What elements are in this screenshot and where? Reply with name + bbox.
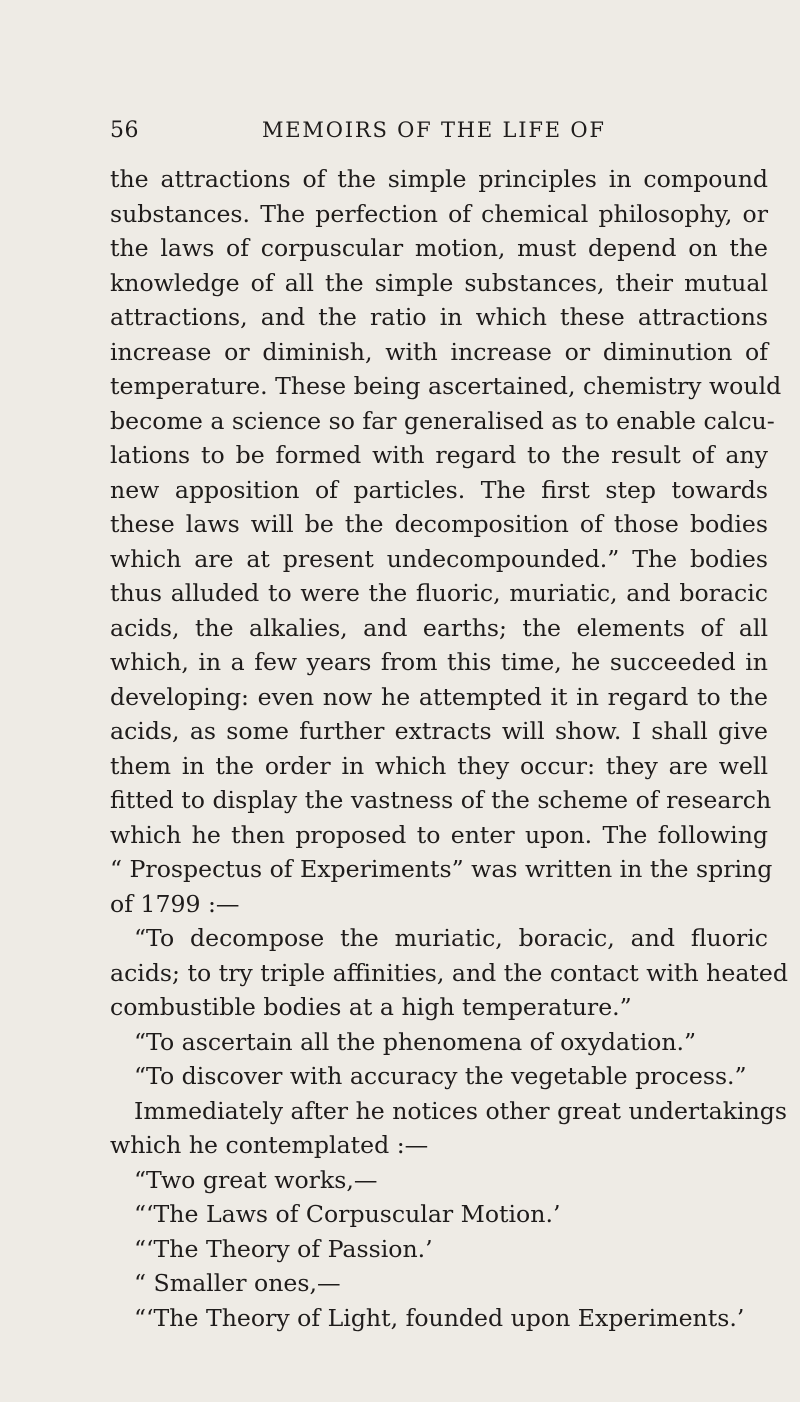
text-line: which, in a few years from this time, he succeeded in [110, 648, 768, 676]
text-line: “To ascertain all the phenomena of oxydation.” [134, 1027, 697, 1056]
text-line: “To decompose the muriatic, boracic, and fluoric [134, 924, 768, 952]
text-line: new apposition of particles. The first step towards [110, 475, 768, 504]
text-line: combustible bodies at a high temperature.” [110, 993, 632, 1021]
page-number: 56 [110, 118, 139, 143]
text-line: temperature. These being ascertained, chemistry would [110, 372, 782, 400]
text-line: “To discover with accuracy the vegetable process.” [134, 1062, 747, 1090]
text-line: acids, the alkalies, and earths; the elements of all [110, 613, 768, 642]
text-line: acids; to try triple affinities, and the contact with heated [110, 958, 788, 987]
text-line: “ Prospectus of Experiments” was written in the spring [110, 855, 773, 883]
running-head: MEMOIRS OF THE LIFE OF [262, 118, 606, 142]
text-line: which are at present undecompounded.” The bodies [110, 544, 768, 573]
text-line: thus alluded to were the fluoric, muriatic, and boracic [110, 579, 768, 607]
text-line: “‘The Theory of Passion.’ [134, 1234, 433, 1263]
text-line: the laws of corpuscular motion, must depend on the [110, 234, 768, 262]
text-line: fitted to display the vastness of the scheme of research [110, 786, 772, 814]
page-header [110, 118, 770, 148]
text-line: increase or diminish, with increase or diminution of [110, 337, 768, 366]
text-line: “‘The Laws of Corpuscular Motion.’ [134, 1200, 561, 1228]
text-line: developing: even now he attempted it in regard to the [110, 682, 768, 711]
text-line: Immediately after he notices other great undertakings [134, 1096, 787, 1125]
text-line: them in the order in which they occur: they are well [110, 751, 768, 780]
text-line: the attractions of the simple principles in compound [110, 165, 768, 193]
text-line: acids, as some further extracts will show. I shall give [110, 717, 768, 745]
text-line: attractions, and the ratio in which these attractions [110, 303, 768, 331]
text-line: substances. The perfection of chemical philosophy, or [110, 199, 768, 228]
text-line: which he contemplated :— [110, 1131, 429, 1159]
text-line: which he then proposed to enter upon. The following [110, 820, 768, 849]
text-line: become a science so far generalised as to enable calcu- [110, 406, 775, 435]
text-line: these laws will be the decomposition of those bodies [110, 510, 768, 538]
text-line: “‘The Theory of Light, founded upon Experiments.’ [134, 1303, 745, 1332]
text-line: knowledge of all the simple substances, their mutual [110, 268, 768, 297]
text-line: of 1799 :— [110, 889, 240, 918]
text-line: lations to be formed with regard to the result of any [110, 441, 768, 469]
text-line: “Two great works,— [134, 1165, 378, 1194]
text-line: “ Smaller ones,— [134, 1269, 341, 1297]
body-text [110, 162, 788, 1335]
